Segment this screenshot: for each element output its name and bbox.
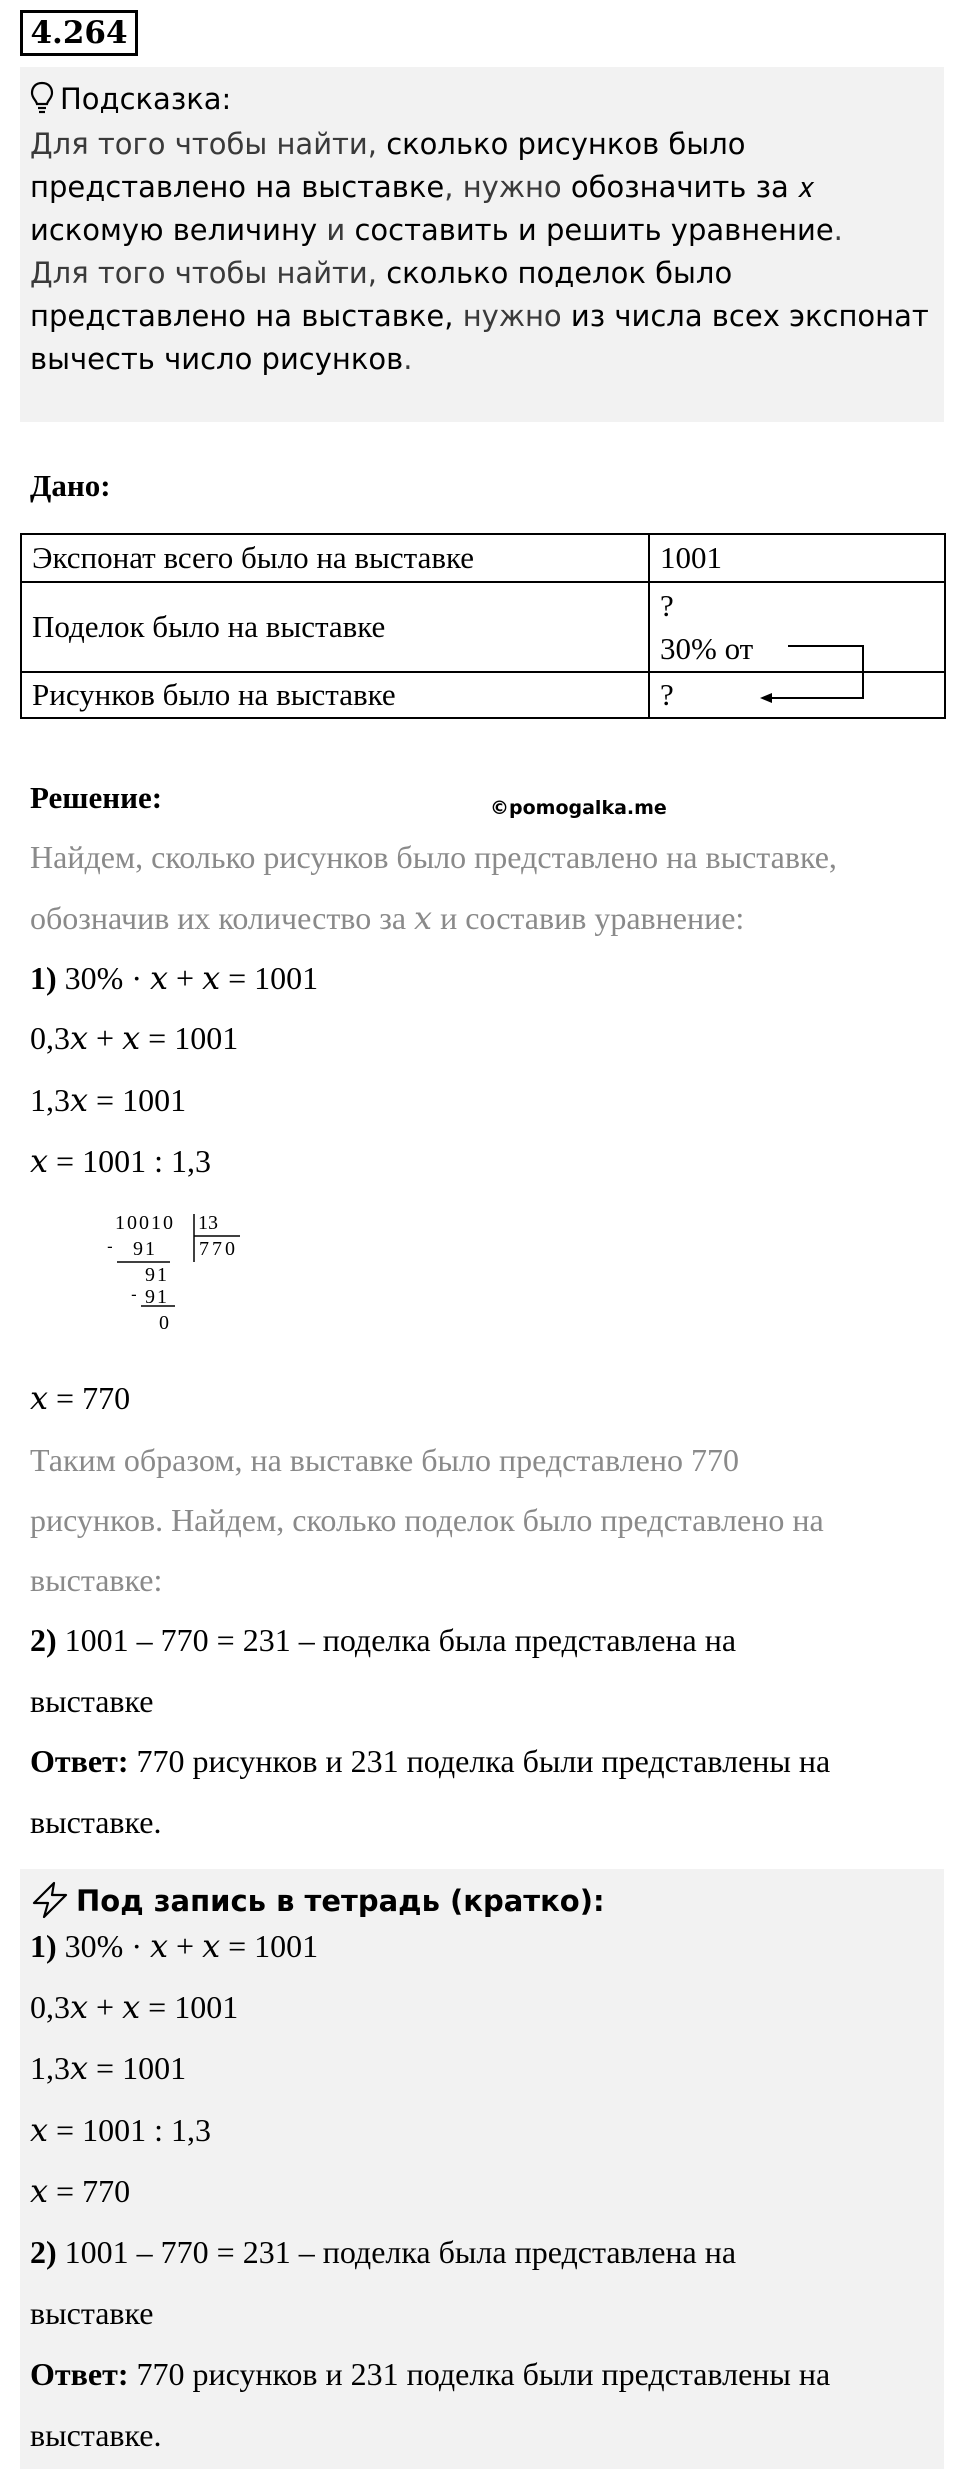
conclusion-2: рисунков. Найдем, сколько поделок было представлено на: [30, 1502, 824, 1538]
answer-cont: выставке.: [30, 1804, 162, 1840]
relation-arrow: [760, 640, 870, 720]
short-equation-2: 0,3𝑥 + 𝑥 = 1001: [30, 1989, 239, 2025]
solution-label: Решение:: [30, 780, 163, 815]
equation-3: 1,3𝑥 = 1001: [30, 1082, 187, 1118]
short-step-2-cont: выставке: [30, 2295, 154, 2331]
step-number: 2): [30, 1622, 57, 1658]
conclusion-1: Таким образом, на выставке было представлено 770: [30, 1442, 739, 1478]
answer-text: 770 рисунков и 231 поделка были представлены на: [136, 1743, 831, 1779]
step-text: 1001 – 770 = 231 – поделка была представлена на: [64, 1622, 737, 1658]
division-subtrahend-2: 91: [145, 1286, 169, 1308]
division-quotient: 770: [199, 1238, 238, 1260]
hint-p1-bold2: обозначить за 𝑥 искомую величину: [30, 170, 815, 247]
short-title: [30, 1881, 605, 1921]
hint-text: [30, 123, 935, 381]
given-name: Экспонат всего было на выставке: [21, 534, 649, 582]
division-remainder-2: 0: [159, 1312, 169, 1334]
short-answer-cont: выставке.: [30, 2417, 162, 2453]
svg-text:-: -: [131, 1285, 137, 1304]
answer-text: 770 рисунков и 231 поделка были представлены на: [136, 2356, 831, 2392]
equation-2: 0,3𝑥 + 𝑥 = 1001: [30, 1020, 239, 1056]
hint-p1-end: .: [833, 213, 843, 247]
watermark: ©pomogalka.me: [490, 797, 667, 819]
hint-title: [30, 79, 231, 119]
equation-text: 30% · 𝑥 + 𝑥 = 1001: [64, 1928, 319, 1964]
given-value: ?: [649, 672, 945, 718]
division-lines: [95, 1212, 255, 1342]
hint-p2-bold1: сколько поделок было представлено на выставке,: [30, 256, 733, 333]
given-label: Дано:: [30, 468, 111, 503]
solution-intro-2: обозначив их количество за 𝑥 и составив уравнение:: [30, 900, 745, 936]
hint-p2-end: .: [403, 342, 413, 376]
solution-intro-1: Найдем, сколько рисунков было представлено на выставке,: [30, 839, 837, 875]
division-subtrahend-1: 91: [133, 1238, 157, 1260]
given-name: Поделок было на выставке: [21, 582, 649, 672]
step-text: 1001 – 770 = 231 – поделка была представлена на: [64, 2234, 737, 2270]
hint-p2-mid: нужно: [453, 299, 571, 333]
short-equation-5: 𝑥 = 770: [30, 2173, 131, 2209]
step-number: 1): [30, 960, 57, 996]
problem-number: 4.264: [20, 10, 138, 56]
hint-paragraph-1: [30, 123, 935, 252]
short-step-2: [30, 2232, 736, 2272]
step-2: [30, 1620, 736, 1660]
answer-label: Ответ:: [30, 1743, 129, 1779]
hint-p1-pre: Для того чтобы найти,: [30, 127, 387, 161]
hint-p1-mid: , нужно: [444, 170, 571, 204]
answer: [30, 1741, 830, 1781]
equation-4: 𝑥 = 1001 : 1,3: [30, 1143, 211, 1179]
lightning-icon: [30, 1881, 70, 1919]
short-equation-1: [30, 1926, 318, 1966]
hint-p1-mid2: и: [317, 213, 355, 247]
hint-box: [20, 67, 944, 422]
given-value: 1001: [649, 534, 945, 582]
hint-title-text: Подсказка:: [60, 82, 232, 116]
answer-label: Ответ:: [30, 2356, 129, 2392]
short-equation-4: 𝑥 = 1001 : 1,3: [30, 2112, 211, 2148]
step-number: 2): [30, 2234, 57, 2270]
division-remainder-1: 91: [145, 1264, 169, 1286]
division-divisor: 13: [198, 1212, 218, 1234]
conclusion-3: выставке:: [30, 1562, 163, 1598]
short-equation-3: 1,3𝑥 = 1001: [30, 2050, 187, 2086]
equation-5: 𝑥 = 770: [30, 1380, 131, 1416]
hint-p2-pre: Для того чтобы найти,: [30, 256, 387, 290]
equation-1: [30, 958, 318, 998]
table-row: [21, 534, 945, 582]
step-number: 1): [30, 1928, 57, 1964]
hint-p1-bold1: сколько рисунков было представлено на выставке: [30, 127, 746, 204]
equation-text: 30% · 𝑥 + 𝑥 = 1001: [64, 960, 319, 996]
given-value-relation: 30% от: [660, 631, 754, 666]
svg-text:-: -: [107, 1237, 113, 1256]
lightbulb-icon: [30, 81, 54, 115]
long-division: [95, 1212, 255, 1342]
hint-p1-bold3: составить и решить уравнение: [354, 213, 834, 247]
hint-paragraph-2: [30, 252, 935, 381]
given-name: Рисунков было на выставке: [21, 672, 649, 718]
short-answer: [30, 2354, 830, 2394]
short-title-text: Под запись в тетрадь (кратко):: [76, 1884, 605, 1918]
step-2-cont: выставке: [30, 1683, 154, 1719]
hint-p2-bold2: из числа всех экспонат вычесть число рисунков: [30, 299, 929, 376]
given-value: ?: [660, 588, 674, 623]
division-dividend: 10010: [115, 1212, 175, 1234]
